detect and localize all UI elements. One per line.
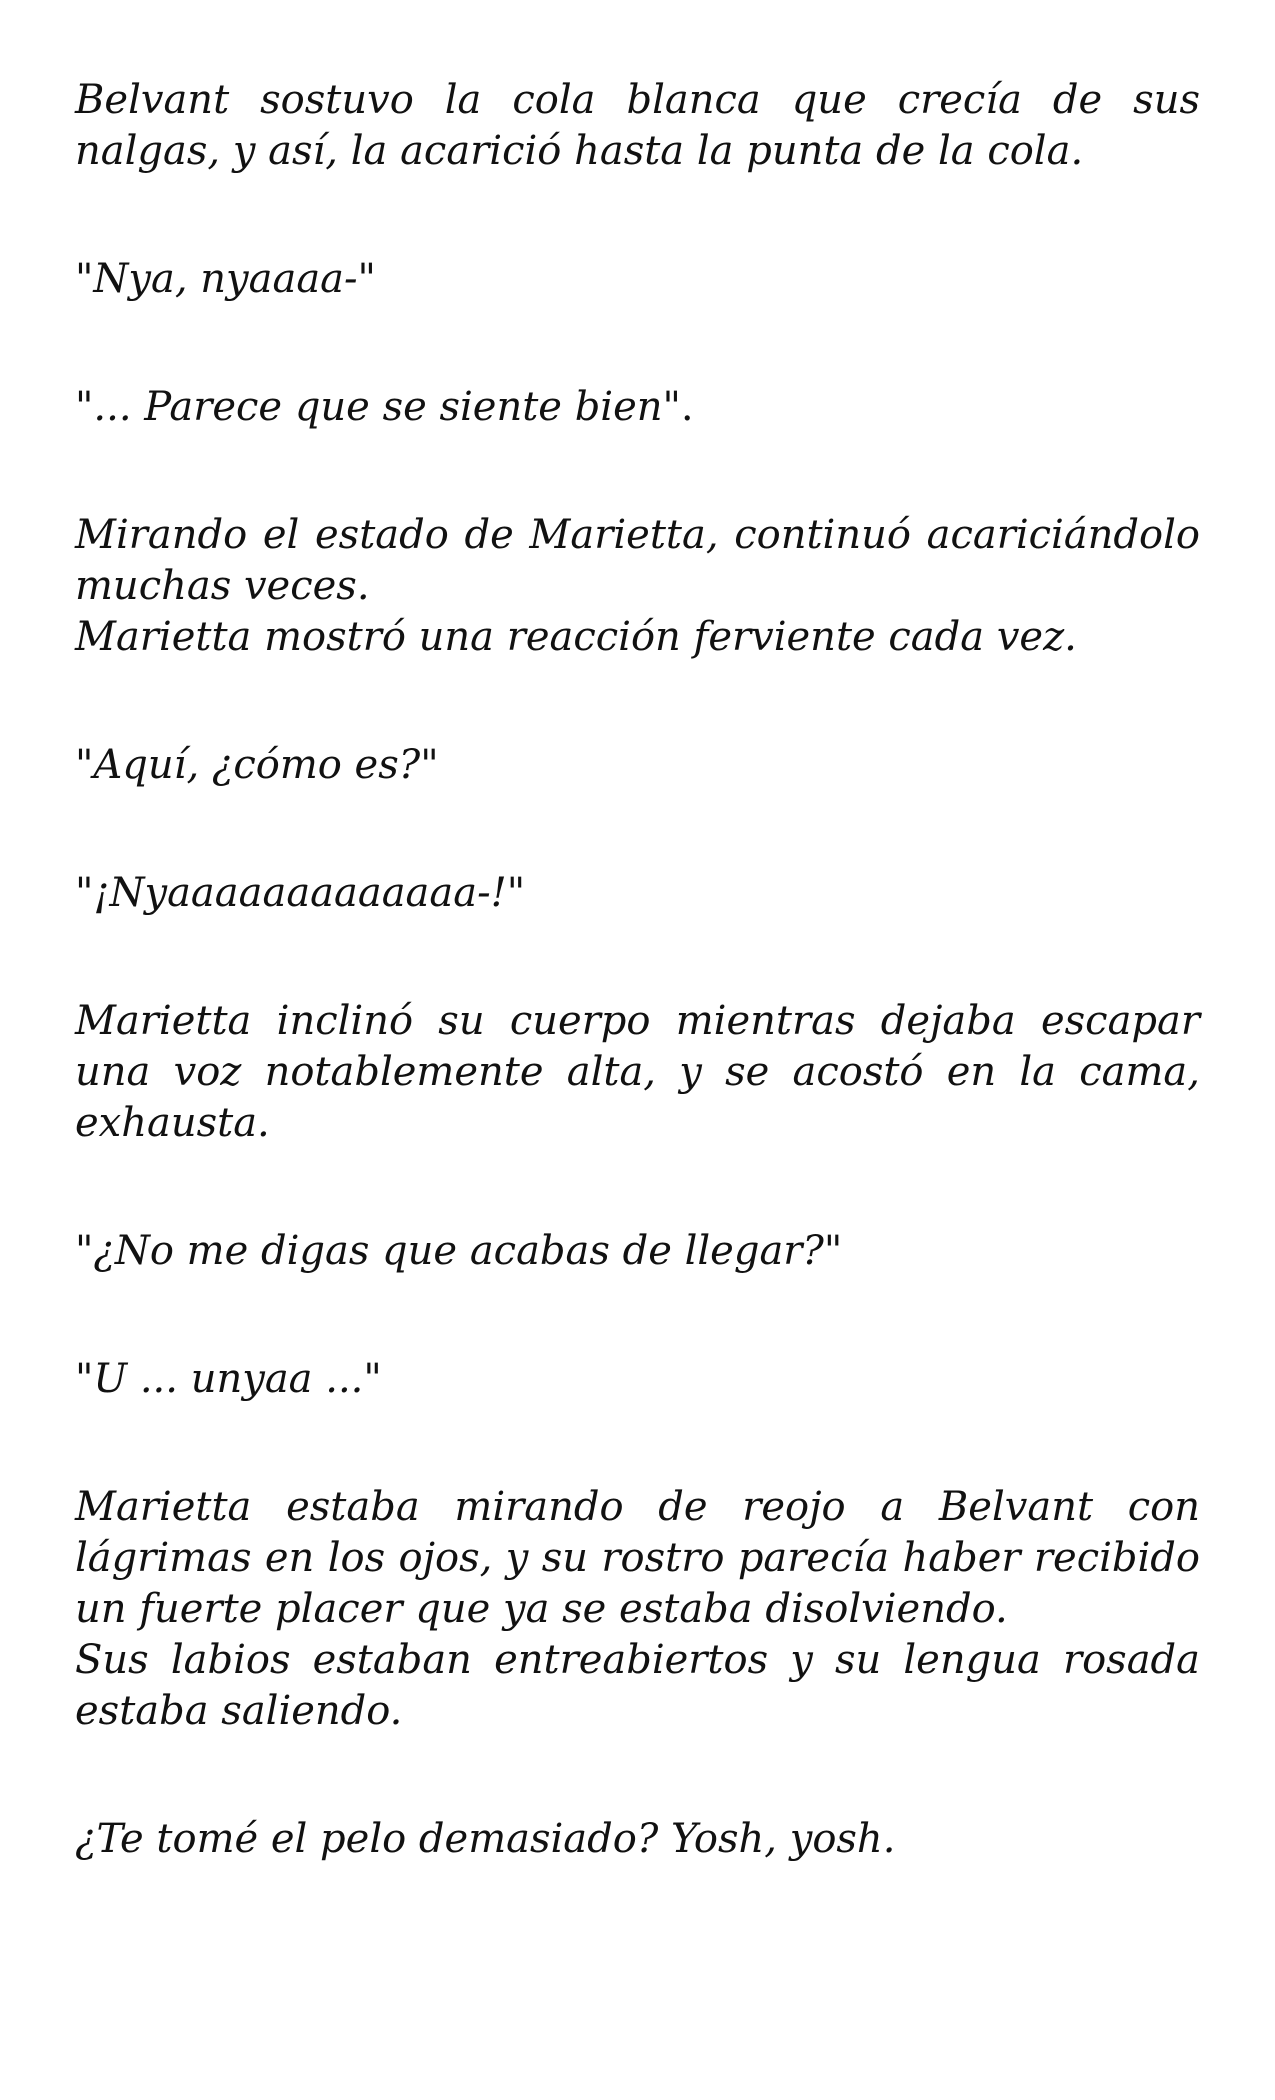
dialogue-line: "... Parece que se siente bien". bbox=[75, 384, 694, 430]
paragraph-line: Marietta mostró una reacción ferviente cada vez. bbox=[75, 614, 1077, 660]
dialogue-text: ¿No me digas que acabas de llegar? bbox=[93, 1228, 824, 1274]
dialogue-closing-punctuation: ". bbox=[662, 384, 694, 430]
paragraph-line: Belvant sostuvo la cola blanca que crecía de sus nalgas, y así, la acarició hasta la punta de la cola. bbox=[75, 77, 1200, 174]
paragraph-line: Marietta estaba mirando de reojo a Belvant con lágrimas en los ojos, y su rostro parecía haber recibido un fuerte placer que ya se estaba disolviendo. bbox=[75, 1484, 1200, 1632]
narration-paragraph bbox=[75, 1482, 1200, 1737]
dialogue-line: "Aquí, ¿cómo es?" bbox=[75, 742, 439, 788]
paragraph-line: Sus labios estaban entreabiertos y su lengua rosada estaba saliendo. bbox=[75, 1637, 1200, 1734]
dialogue-text: Aquí, ¿cómo es? bbox=[93, 742, 421, 788]
dialogue-line: "U ... unyaa ..." bbox=[75, 1356, 382, 1402]
narration-paragraph bbox=[75, 510, 1200, 663]
dialogue-text: Nya, nyaaaa- bbox=[93, 256, 358, 302]
dialogue-line: "¿No me digas que acabas de llegar?" bbox=[75, 1228, 843, 1274]
narration-paragraph bbox=[75, 75, 1200, 177]
dialogue-line: "¡Nyaaaaaaaaaaaaa-!" bbox=[75, 870, 526, 916]
document-page bbox=[75, 75, 1200, 1942]
paragraph-line: Mirando el estado de Marietta, continuó acariciándolo muchas veces. bbox=[75, 512, 1200, 609]
dialogue-text: ¡Nyaaaaaaaaaaaaa-! bbox=[93, 870, 507, 916]
dialogue-line: "Nya, nyaaaa-" bbox=[75, 256, 376, 302]
narration-paragraph bbox=[75, 1814, 1200, 1865]
paragraph-line: ¿Te tomé el pelo demasiado? Yosh, yosh. bbox=[75, 1816, 896, 1862]
narration-paragraph bbox=[75, 996, 1200, 1149]
dialogue-text: ... Parece que se siente bien bbox=[93, 384, 663, 430]
dialogue-text: U ... unyaa ... bbox=[93, 1356, 364, 1402]
paragraph-line: Marietta inclinó su cuerpo mientras dejaba escapar una voz notablemente alta, y se acostó en la cama, exhausta. bbox=[75, 998, 1200, 1146]
